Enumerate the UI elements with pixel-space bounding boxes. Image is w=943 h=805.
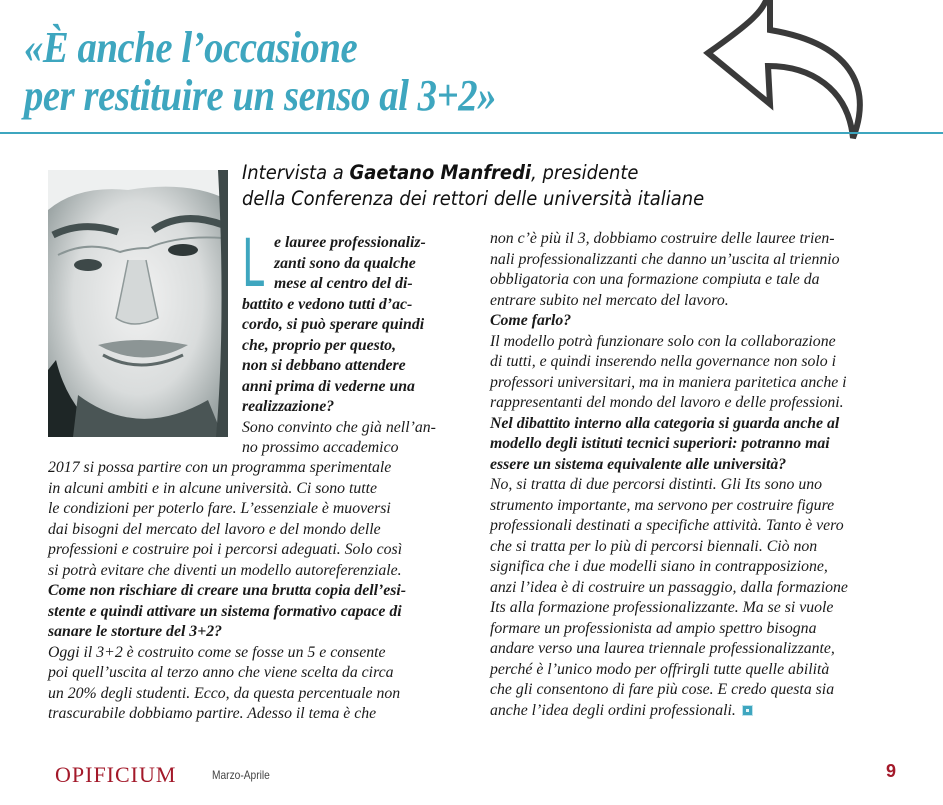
question-2: Come non rischiare di creare una brutta copia dell’esi- stente e quindi attivare un sistema formativo capace di sanare le storture del 3+2? bbox=[48, 582, 407, 640]
end-of-article-icon bbox=[742, 705, 753, 716]
headline-divider bbox=[0, 132, 943, 134]
answer-4: No, si tratta di due percorsi distinti. Gli Its sono uno strumento importante, ma servono per costruire figure professionali destinati a specifiche attività. Tanto è vero che si tratta per lo più di percorsi biennali. Ciò non significa che i due modelli siano in contrapposizione, anzi l’idea è di costruire un passaggio, dalla formazione Its alla formazione professionalizzante. Ma se si vuole formare un professionista ad ampio spettro bisogna andare verso una laurea triennale professionalizzante, perché è l’unico modo per offrirgli tutte quelle abilità che gli consentono di fare più cose. E credo questa sia anche l’idea degli ordini professionali. bbox=[490, 476, 848, 719]
answer-1-cont: 2017 si possa partire con un programma sperimentale in alcuni ambiti e in alcune università. Ci sono tutte le condizioni per poterlo fare. L’essenziale è muoversi dai bisogni del mercato del lavoro e del mondo delle professioni e costruire poi i percorsi adeguati. Solo così si potrà evitare che diventi un modello autoreferenziale. bbox=[48, 459, 403, 579]
portrait-photo bbox=[48, 170, 228, 437]
headline bbox=[24, 24, 496, 120]
interview-intro bbox=[242, 160, 704, 212]
portrait-image bbox=[48, 170, 228, 437]
issue-label: Marzo-Aprile bbox=[212, 768, 270, 782]
question-4: Nel dibattito interno alla categoria si guarda anche al modello degli istituti tecnici superiori: potranno mai essere un sistema equivalente alle università? bbox=[490, 414, 840, 473]
column-1-top bbox=[242, 225, 477, 459]
question-1: e lauree professionaliz- zanti sono da qualche mese al centro del di- battito e vedono tutti d’ac- cordo, si può sperare quindi che, proprio per questo, non si debbano attendere anni prima di vederne una realizzazione? bbox=[242, 234, 426, 415]
column-2 bbox=[490, 229, 920, 721]
answer-2: Oggi il 3+2 è costruito come se fosse un 5 e consente poi quell’uscita al terzo anno che viene scelta da circa un 20% degli studenti. Ecco, da questa percentuale non trascurabile dobbiamo partire. Adesso il tema è che bbox=[48, 643, 401, 722]
headline-line-1: «È anche l’occasione bbox=[24, 23, 358, 72]
magazine-logo: OPIFICIUM bbox=[55, 762, 177, 787]
drop-cap: L bbox=[242, 225, 265, 302]
back-arrow-icon[interactable] bbox=[690, 0, 890, 145]
question-3: Come farlo? bbox=[490, 312, 572, 329]
headline-line-2: per restituire un senso al 3+2» bbox=[24, 71, 497, 120]
answer-1-start: Sono convinto che già nell’an- no prossimo accademico bbox=[242, 418, 436, 456]
interviewee-name: Gaetano Manfredi bbox=[349, 161, 532, 184]
column-1-bottom bbox=[48, 458, 478, 725]
answer-3: Il modello potrà funzionare solo con la collaborazione di tutti, e quindi inserendo nella governance non solo i professori universitari, ma in maniera paritetica anche i rappresentanti del mondo del lavoro e delle professioni. bbox=[490, 332, 847, 411]
intro-line-2: della Conferenza dei rettori delle università italiane bbox=[242, 187, 705, 210]
intro-line-1: Intervista a Gaetano Manfredi, presidente bbox=[242, 161, 639, 184]
answer-2-cont: non c’è più il 3, dobbiamo costruire delle lauree trien- nali professionalizzanti che danno un’uscita al triennio obbligatoria con una formazione compiuta e tale da entrare subito nel mercato del lavoro. bbox=[490, 230, 840, 309]
page-number: 9 bbox=[886, 761, 897, 781]
